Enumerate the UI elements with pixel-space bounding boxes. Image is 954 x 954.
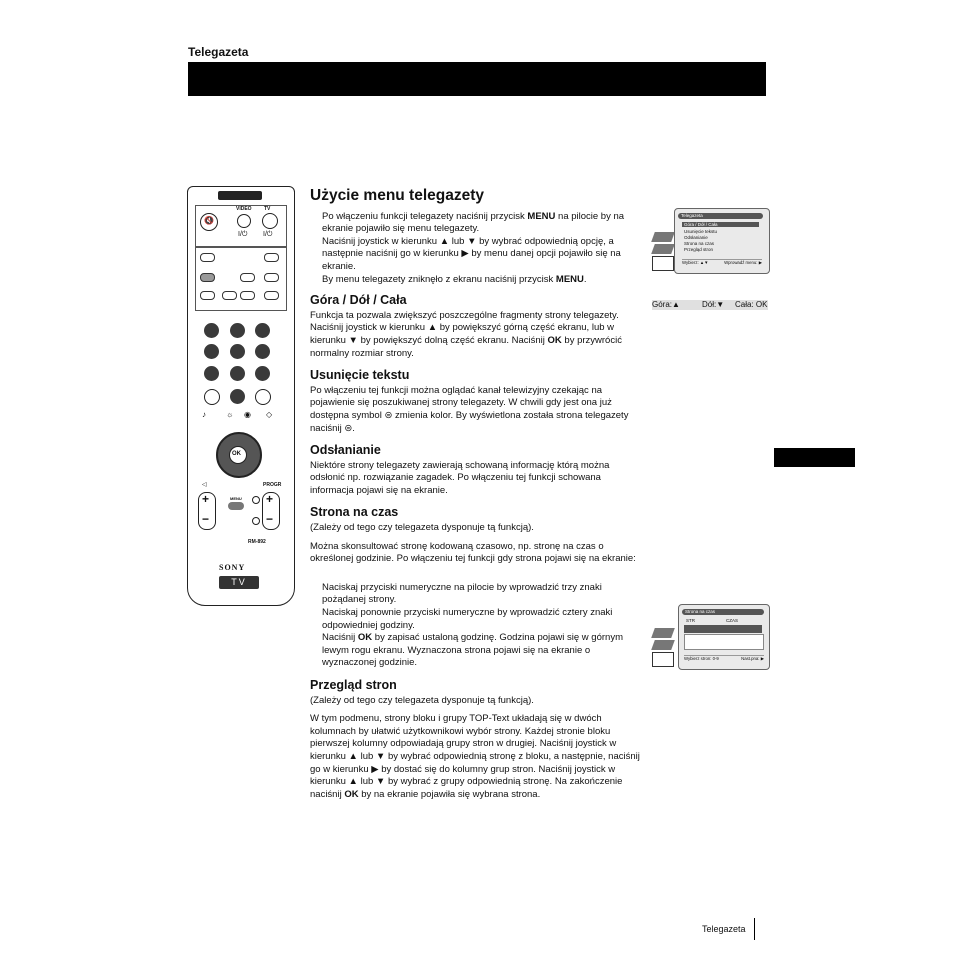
section-para: Można skonsultować stronę kodowaną czasowo, np. stronę na czas o określonej godzinie. Po włączeniu tej funkcji gdy strona pojawi się na ekranie: (310, 540, 636, 565)
remote-small-button (252, 496, 260, 504)
remote-small-button (222, 291, 237, 300)
video-power-icon: I/⏻ (238, 231, 248, 238)
intro-para: Naciśnij joystick w kierunku ▲ lub ▼ by wybrać odpowiednią opcję, a następnie naciśnij go w kierunku ▶ by menu danej opcji pojawiło się na ekranie. (322, 235, 621, 272)
menu-item: Odsłanianie (684, 235, 708, 240)
menu-item: Usunięcie tekstu (684, 229, 718, 234)
teletext-page-icon (652, 256, 674, 271)
remote-small-button (240, 291, 255, 300)
intro-block (322, 211, 640, 287)
section-przeglad (310, 679, 640, 801)
tv-label: TV (264, 206, 271, 212)
ok-label: OK (232, 451, 241, 457)
step-item: Naciskaj przyciski numeryczne na pilocie by wprowadzić trzy znaki pożądanej strony. (322, 581, 602, 606)
remote-small-button (264, 273, 279, 282)
caption-up: Góra:▲ (652, 300, 680, 309)
menu-item: Góra / Dół / Cała (682, 222, 759, 227)
number-key (230, 323, 245, 338)
teletext-page-icon (652, 652, 674, 667)
section-usuniecie (310, 369, 640, 435)
teletext-mode-icon (651, 232, 675, 242)
teletext-mode-icon (651, 640, 675, 650)
section-heading: Usunięcie tekstu (310, 368, 410, 383)
menu-title: Strona na czas (682, 609, 764, 615)
picture-icon: ☼ (226, 410, 234, 419)
sleep-icon: ◉ (244, 410, 251, 419)
hint-enter: Wprowadź menu: ▶ (724, 260, 762, 265)
volume-minus-icon: − (202, 512, 210, 526)
section-para: W tym podmenu, strony bloku i grupy TOP-Text układają się w dwóch kolumnach by ułatwić użytkownikowi wybór strony. Każdej stronie bloku pierwszej kolumny odpowiadają grupy stron w drugiej. Naciśnij joystick w kierunku ▲ lub ▼ by wybrać odpowiednią stronę z bloku, a następnie, naciśnij go w kierunku ▶ by dostać się do kolumny grup stron. Naciśnij joystick w kierunku ▲ lub ▼ by wybrać z grupy odpowiednią stronę. Na zakończenie naciśnij OK by na ekranie pojawiła się wybrana strona. (310, 713, 640, 800)
caption-full: Cała: OK (735, 300, 768, 309)
number-key (255, 366, 270, 381)
remote-control-illustration (187, 186, 295, 606)
bold-keyword: MENU (555, 273, 584, 285)
intro-para: Po włączeniu funkcji telegazety naciśnij przycisk MENU na pilocie by na ekranie pojawiło się menu telegazety. (322, 210, 625, 235)
mute-icon: 🔇 (204, 216, 214, 225)
footer-divider (754, 918, 755, 940)
section-strona-na-czas (310, 506, 640, 670)
mute-button (200, 213, 218, 231)
hint-select: Wybierz: ▲▼ (682, 260, 709, 265)
main-content (310, 187, 640, 801)
section-para: Po włączeniu tej funkcji można oglądać kanał telewizyjny czekając na pojawienie się poszukiwanej strony telegazety. W chwili gdy jest ona już dostępna symbol ⊜ zmienia kolor. By wyświetlona została strona telegazety naciśnij ⊜. (310, 384, 629, 434)
remote-small-button (252, 517, 260, 525)
step-item: Naciskaj ponownie przyciski numeryczne by wprowadzić cztery znaki odpowiedniej godziny. (322, 607, 613, 631)
tv-logo: TV (219, 576, 259, 589)
section-para: (Zależy od tego czy telegazeta dysponuje tą funkcją). (310, 522, 534, 534)
title-bar (188, 62, 766, 96)
menu-button (228, 502, 244, 510)
menu-item: Strona na czas (684, 241, 715, 246)
teletext-mode-icon (651, 244, 675, 254)
menu-item: Przegląd stron (684, 247, 714, 252)
section-header: Telegazeta (188, 45, 249, 59)
video-label: VIDEO (236, 206, 252, 212)
number-key (230, 389, 245, 404)
number-key (204, 366, 219, 381)
teletext-mode-icon (651, 628, 675, 638)
page-column-label: STR (686, 618, 695, 623)
bold-keyword: OK (344, 788, 359, 800)
sound-icon: ♪ (202, 410, 206, 419)
section-heading: Góra / Dół / Cała (310, 293, 407, 308)
remote-small-button (264, 291, 279, 300)
hint-select: Wybierz stron: 0-9 (684, 656, 719, 661)
brand-logo: SONY (219, 563, 246, 572)
caption-down: Dół:▼ (702, 300, 725, 309)
video-power-button (237, 214, 251, 228)
menu-label: MENU (230, 496, 242, 501)
double-digit-button (204, 389, 220, 405)
section-gora (310, 294, 640, 360)
page-title: Użycie menu telegazety (310, 187, 485, 204)
bold-keyword: MENU (527, 210, 556, 222)
section-para: Niektóre strony telegazety zawierają schowaną informację którą można odsłonić np. rozwiązanie zagadek. Po włączeniu tej funkcji schowana informacja pojawi się na ekranie. (310, 459, 610, 496)
hint-next: Nast.pna: ▶ (741, 656, 764, 661)
tv-power-icon: I/⏻ (263, 231, 273, 238)
remote-small-button (200, 253, 215, 262)
footer-label: Telegazeta (702, 924, 746, 934)
section-odslanianie (310, 444, 640, 497)
remote-small-button (264, 253, 279, 262)
time-page-screen (678, 604, 770, 670)
remote-small-button (200, 291, 215, 300)
menu-title: Telegazeta (678, 213, 763, 219)
menu-hint (682, 259, 762, 266)
steps-list (322, 582, 640, 670)
input-field-area (684, 634, 764, 650)
number-key (204, 344, 219, 359)
navigation-caption (652, 300, 768, 310)
bold-keyword: OK (357, 632, 373, 644)
number-key (230, 366, 245, 381)
tv-power-button (262, 213, 278, 229)
section-para: Funkcja ta pozwala zwiększyć poszczególne fragmenty strony telegazety. Naciśnij joystick w kierunku ▲ by powiększyć górną część ekranu, lub w kierunku ▼ by powiększyć dolną część ekranu. Naciśnij OK by przywrócić normalny rozmiar strony. (310, 309, 622, 359)
number-key (255, 344, 270, 359)
side-tab (774, 448, 855, 467)
number-key (230, 344, 245, 359)
remote-small-button (240, 273, 255, 282)
section-heading: Odsłanianie (310, 443, 381, 458)
input-field-row (684, 625, 762, 633)
time-column-label: CZAS (726, 618, 739, 623)
number-key (204, 323, 219, 338)
bold-keyword: OK (547, 334, 562, 346)
intro-para: By menu telegazety zniknęło z ekranu naciśnij przycisk MENU. (322, 273, 587, 285)
volume-plus-icon: + (202, 492, 210, 506)
number-key (255, 323, 270, 338)
section-heading: Przegląd stron (310, 678, 397, 692)
program-plus-icon: + (266, 492, 274, 506)
screen-icon: ◇ (266, 410, 273, 419)
program-minus-icon: − (266, 512, 274, 526)
remote-small-button (200, 273, 215, 282)
step-item: Naciśnij OK by zapisać ustaloną godzinę. Godzina pojawi się w górnym lewym rogu ekranu. Wyznaczona strona pojawi się na ekranie o wyznaczonej godzinie. (322, 632, 623, 669)
teletext-menu-screen (674, 208, 770, 274)
jump-button (255, 389, 271, 405)
remote-ir-window (218, 191, 262, 200)
model-label: RM-892 (248, 539, 266, 545)
section-heading: Strona na czas (310, 505, 399, 520)
menu-hint (684, 655, 764, 662)
volume-icon: ◁ (202, 482, 207, 488)
progr-label: PROGR (263, 482, 282, 488)
section-para: (Zależy od tego czy telegazeta dysponuje tą funkcją). (310, 694, 534, 706)
